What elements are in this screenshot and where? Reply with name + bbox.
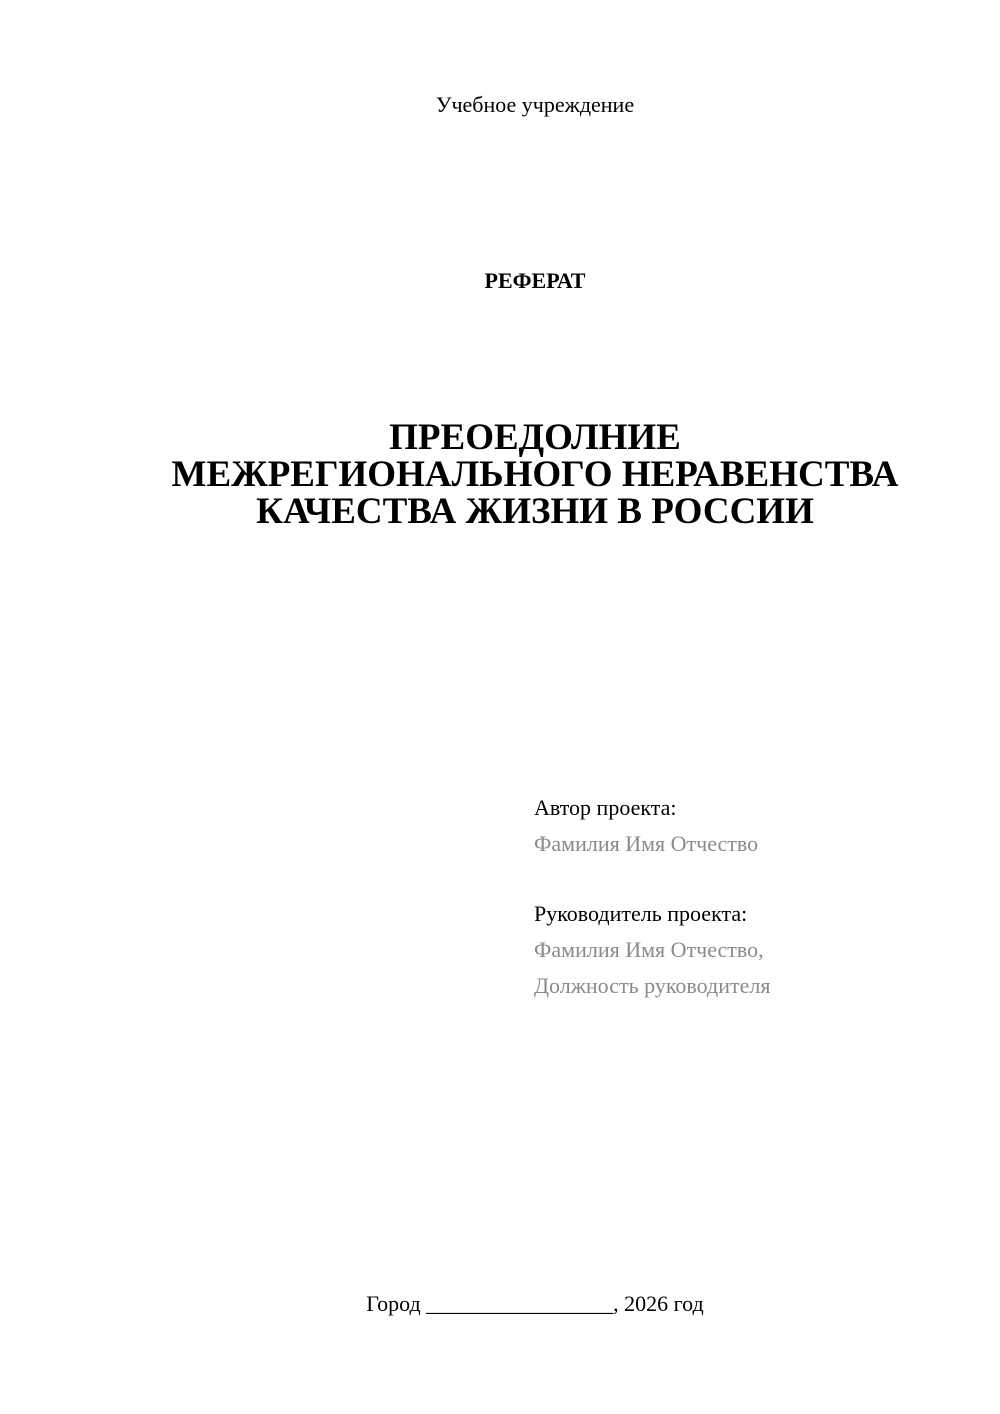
city-year-line: Город _________________, 2026 год — [366, 1291, 704, 1316]
supervisor-position-placeholder: Должность руководителя — [534, 973, 771, 998]
supervisor-label: Руководитель проекта: — [534, 901, 748, 926]
author-label: Автор проекта: — [534, 795, 677, 820]
title-line: КАЧЕСТВА ЖИЗНИ В РОССИИ — [256, 491, 814, 532]
author-name-placeholder: Фамилия Имя Отчество — [534, 831, 759, 856]
title-line: МЕЖРЕГИОНАЛЬНОГО НЕРАВЕНСТВА — [171, 454, 899, 495]
credits-spacer — [534, 862, 974, 896]
credits-block — [534, 790, 974, 1004]
title-line: ПРЕОЕДОЛНИЕ — [389, 417, 681, 458]
institution-name: Учебное учреждение — [435, 92, 635, 117]
supervisor-name-placeholder: Фамилия Имя Отчество, — [534, 937, 764, 962]
document-title — [0, 419, 1000, 530]
document-type: РЕФЕРАТ — [484, 268, 586, 293]
